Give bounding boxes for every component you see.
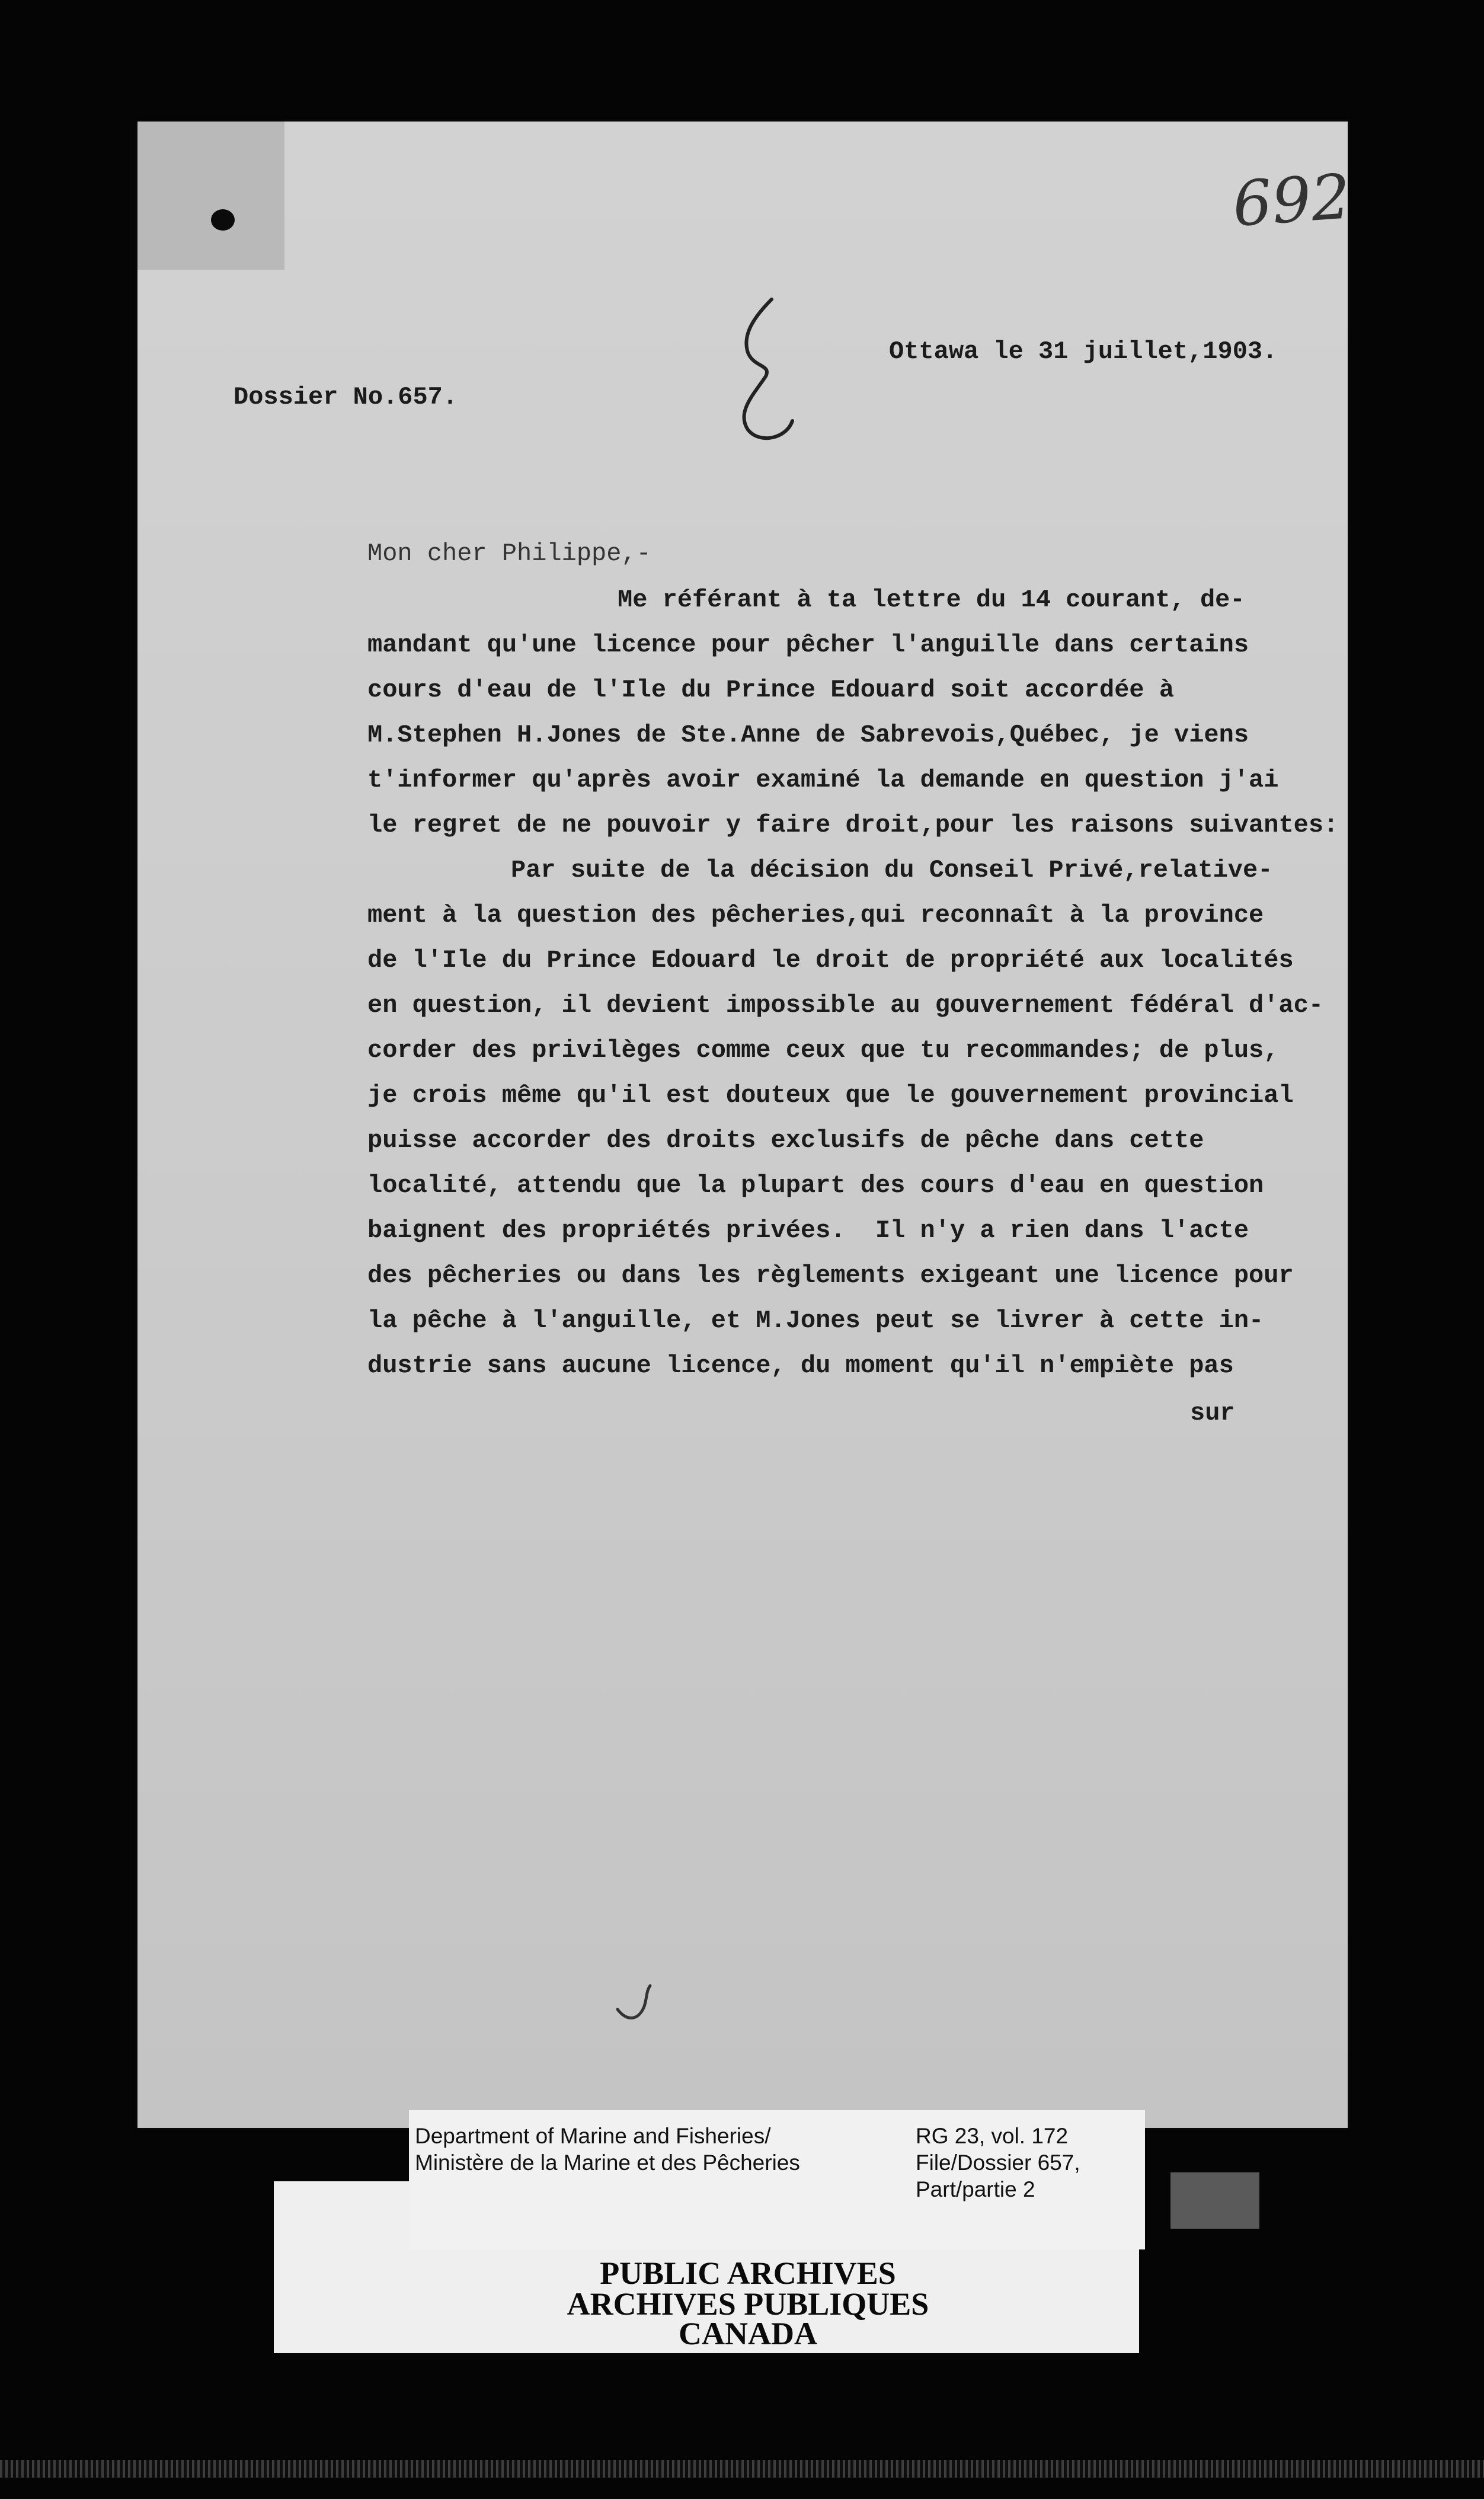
salutation: Mon cher Philippe,-: [367, 539, 651, 568]
body-line: puisse accorder des droits exclusifs de pêche dans cette: [367, 1126, 1204, 1155]
body-line: dustrie sans aucune licence, du moment qu'il n'empiète pas: [367, 1351, 1234, 1380]
body-line: localité, attendu que la plupart des cours d'eau en question: [367, 1171, 1264, 1200]
department-fr: Ministère de la Marine et des Pêcheries: [415, 2150, 800, 2175]
body-line: t'informer qu'après avoir examiné la demande en question j'ai: [367, 766, 1279, 794]
body-line: cours d'eau de l'Ile du Prince Edouard soit accordée à: [367, 676, 1175, 704]
body-line: des pêcheries ou dans les règlements exigeant une licence pour: [367, 1261, 1294, 1290]
body-line: la pêche à l'anguille, et M.Jones peut se livrer à cette in-: [367, 1306, 1264, 1335]
body-line: en question, il devient impossible au gouvernement fédéral d'ac-: [367, 991, 1324, 1020]
body-line: mandant qu'une licence pour pêcher l'anguille dans certains: [367, 631, 1249, 659]
body-line: Me référant à ta lettre du 14 courant, de-: [618, 586, 1245, 614]
reference-part: Part/partie 2: [916, 2177, 1035, 2201]
department-en: Department of Marine and Fisheries/: [415, 2124, 771, 2148]
body-line: je crois même qu'il est douteux que le gouvernement provincial: [367, 1081, 1294, 1110]
body-line: M.Stephen H.Jones de Ste.Anne de Sabrevois,Québec, je viens: [367, 721, 1249, 749]
body-line: Par suite de la décision du Conseil Privé,relative-: [511, 856, 1273, 884]
reference-file: File/Dossier 657,: [916, 2150, 1080, 2175]
reference-rg: RG 23, vol. 172: [916, 2124, 1069, 2148]
catchword: sur: [1190, 1399, 1235, 1427]
body-line: le regret de ne pouvoir y faire droit,pour les raisons suivantes:: [367, 811, 1339, 839]
page-corner: [137, 122, 284, 270]
film-edge: [0, 2460, 1484, 2478]
body-line: ment à la question des pêcheries,qui reconnaît à la province: [367, 901, 1264, 929]
archives-en: PUBLIC ARCHIVES: [600, 2255, 896, 2291]
archives-country: CANADA: [679, 2316, 817, 2351]
place-date: Ottawa le 31 juillet,1903.: [889, 337, 1278, 366]
handwritten-mark: [730, 293, 801, 448]
letter-page: [137, 122, 1353, 2128]
body-line: baignent des propriétés privées. Il n'y a rien dans l'acte: [367, 1216, 1249, 1245]
dossier-number: Dossier No.657.: [234, 383, 458, 411]
pencil-mark: [612, 1980, 665, 2033]
body-line: corder des privilèges comme ceux que tu recommandes; de plus,: [367, 1036, 1279, 1065]
folio-number: 692: [1230, 160, 1353, 241]
punch-hole: [211, 209, 235, 231]
archives-fr: ARCHIVES PUBLIQUES: [567, 2286, 929, 2322]
body-line: de l'Ile du Prince Edouard le droit de propriété aux localités: [367, 946, 1294, 974]
label-stain: [1170, 2172, 1259, 2229]
